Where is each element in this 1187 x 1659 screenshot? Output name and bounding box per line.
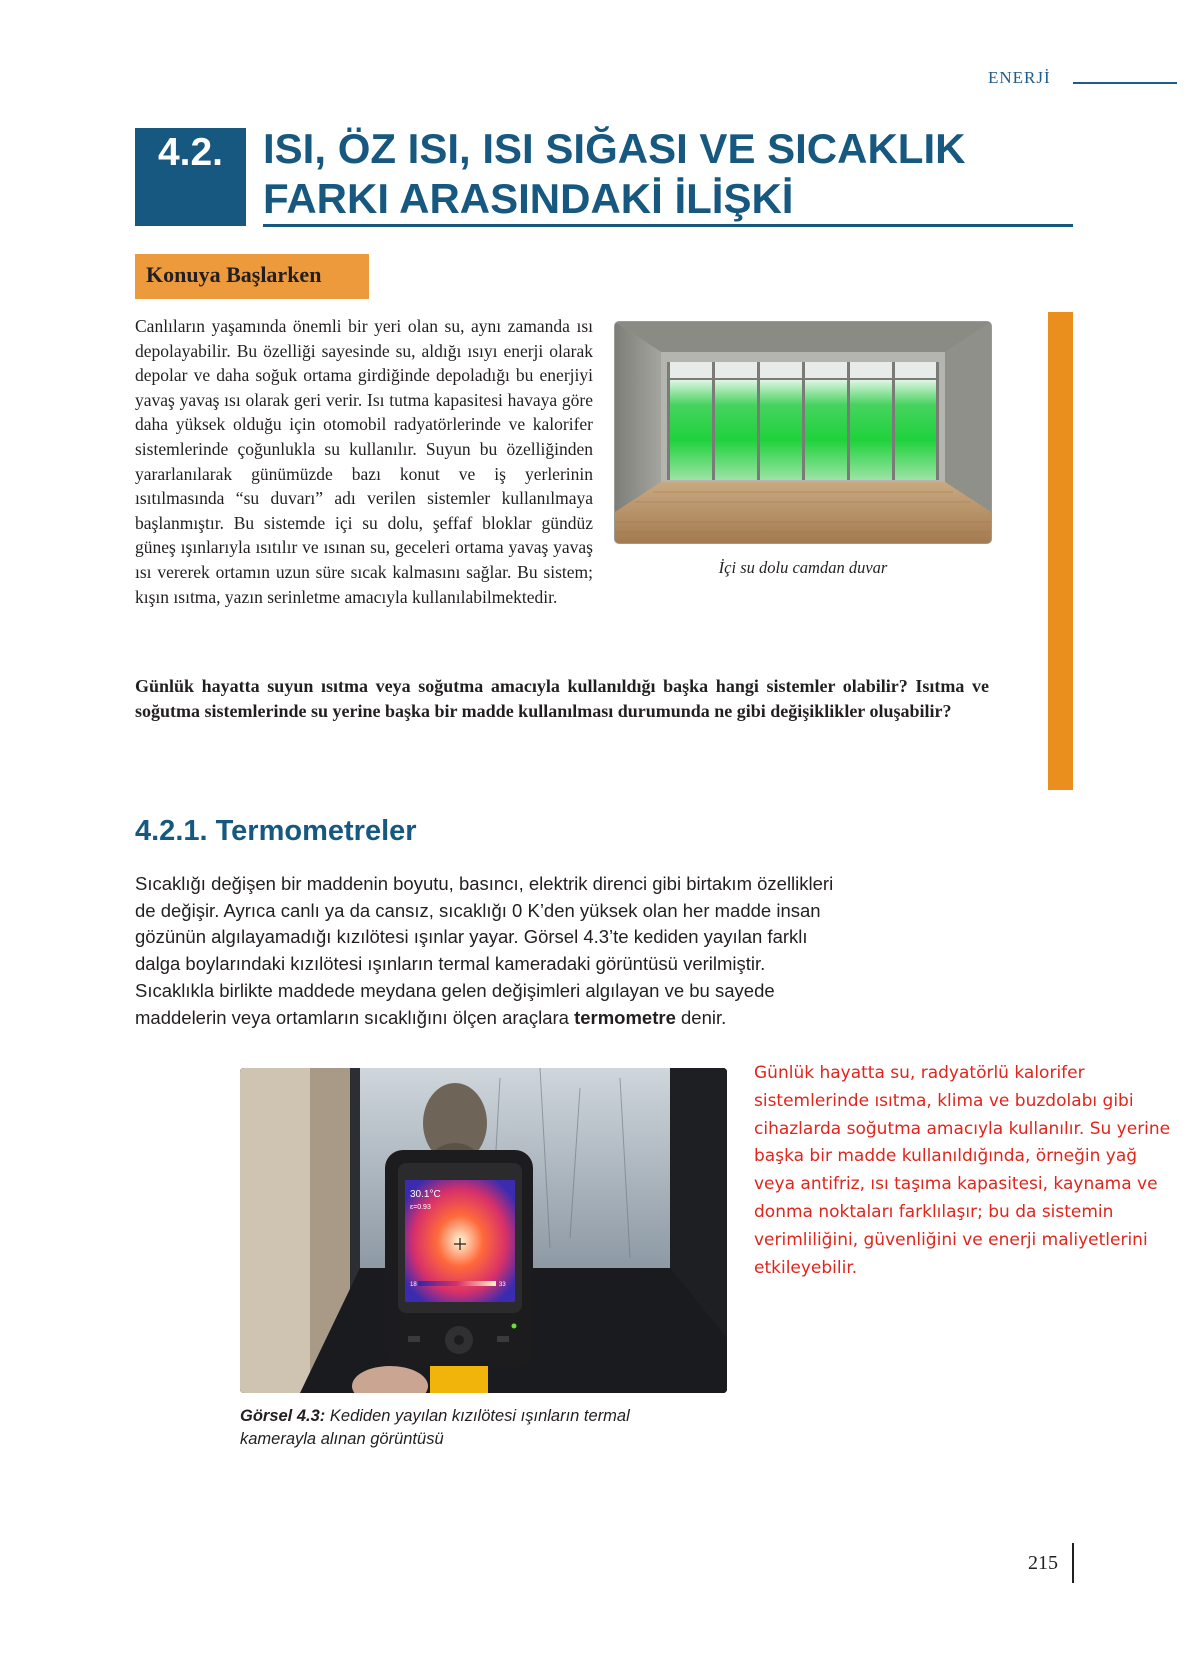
subsection-body — [135, 871, 835, 1031]
thermal-camera-illustration — [240, 1068, 727, 1393]
title-underline — [263, 224, 1073, 227]
intro-side-bar — [1048, 312, 1073, 790]
figure-label: Görsel 4.3: — [240, 1407, 326, 1425]
page-number-rule — [1072, 1543, 1074, 1583]
intro-question: Günlük hayatta suyun ısıtma veya soğutma amacıyla kullanıldığı başka hangi sistemler olabilir? Isıtma ve soğutma sistemlerinde su yerine başka bir madde kullanılması durumunda ne gibi değişiklikler oluşabilir? — [135, 676, 989, 721]
running-head: ENERJİ — [988, 68, 1051, 87]
water-wall-image — [615, 322, 991, 543]
intro-label: Konuya Başlarken — [146, 262, 322, 287]
thermal-camera-photo — [240, 1068, 727, 1393]
section-title: ISI, ÖZ ISI, ISI SIĞASI VE SICAKLIK FARKI ARASINDAKİ İLİŞKİ — [263, 125, 966, 222]
screen-temperature: 30.1°C — [410, 1189, 441, 1200]
section-number: 4.2. — [157, 131, 224, 174]
page-number: 215 — [1028, 1552, 1058, 1574]
figure-caption-text: Kediden yayılan kızılötesi ışınların termal kamerayla alınan görüntüsü — [240, 1407, 630, 1448]
figure-caption — [240, 1405, 700, 1451]
running-head-rule — [1073, 82, 1177, 84]
water-wall-caption: İçi su dolu camdan duvar — [718, 558, 888, 577]
water-wall-illustration — [615, 322, 991, 543]
body-keyword: termometre — [574, 1006, 676, 1028]
screen-emissivity: ε=0.93 — [410, 1204, 431, 1211]
scale-max: 33 — [499, 1282, 506, 1288]
scale-min: 18 — [410, 1282, 417, 1288]
body-text-start: Sıcaklığı değişen bir maddenin boyutu, basıncı, elektrik direnci gibi birtakım özellikleri de değişir. Ayrıca canlı ya da cansız, sıcaklığı 0 K’den yüksek olan her madde insan gözünün algılayamadığı kızılötesi ışınlar yayar. Görsel 4.3’te kediden yayılan farklı dalga boylarındaki kızılötesi ışınların termal kameradaki görüntüsü verilmiştir. Sıcaklıkla birlikte maddede meydana gelen değişimleri algılayan ve bu sayede maddelerin veya ortamların sıcaklığını ölçen araçlara — [135, 873, 834, 1028]
answer-note: Günlük hayatta su, radyatörlü kalorifer sistemlerinde ısıtma, klima ve buzdolabı gibi cihazlarda soğutma amacıyla kullanılır. Su yerine başka bir madde kullanıldığında, örneğin yağ veya antifriz, ısı taşıma kapasitesi, kaynama ve donma noktaları farklılaşır; bu da sistemin verimliliğini, güvenliğini ve enerji maliyetlerini etkileyebilir. — [754, 1063, 1171, 1278]
intro-paragraph: Canlıların yaşamında önemli bir yeri olan su, aynı zamanda ısı depolayabilir. Bu özelliği sayesinde su, aldığı ısıyı enerji olarak depolar ve daha soğuk ortama girdiğinde depoladığı bu enerjiyi yavaş yavaş ısı olarak geri verir. Isı tutma kapasitesi havaya göre daha yüksek olduğu için otomobil radyatörlerinde ve kalorifer sistemlerinde çoğunlukla su kullanılır. Suyun bu özelliğinden yararlanılarak günümüzde bazı konut ve iş yerlerinin ısıtılmasında “su duvarı” adı verilen sistemler kullanılmaya başlanmıştır. Bu sistemde içi su dolu, şeffaf bloklar gündüz güneş ışınlarıyla ısıtılır ve ısınan su, geceleri ortama yavaş yavaş ısı vererek ortamın uzun süre sıcak kalmasını sağlar. Bu sistem; kışın ısıtma, yazın serinletme amacıyla kullanılabilmektedir. — [135, 316, 593, 607]
body-text-end: denir. — [675, 1006, 727, 1028]
subsection-heading: 4.2.1. Termometreler — [135, 815, 417, 847]
